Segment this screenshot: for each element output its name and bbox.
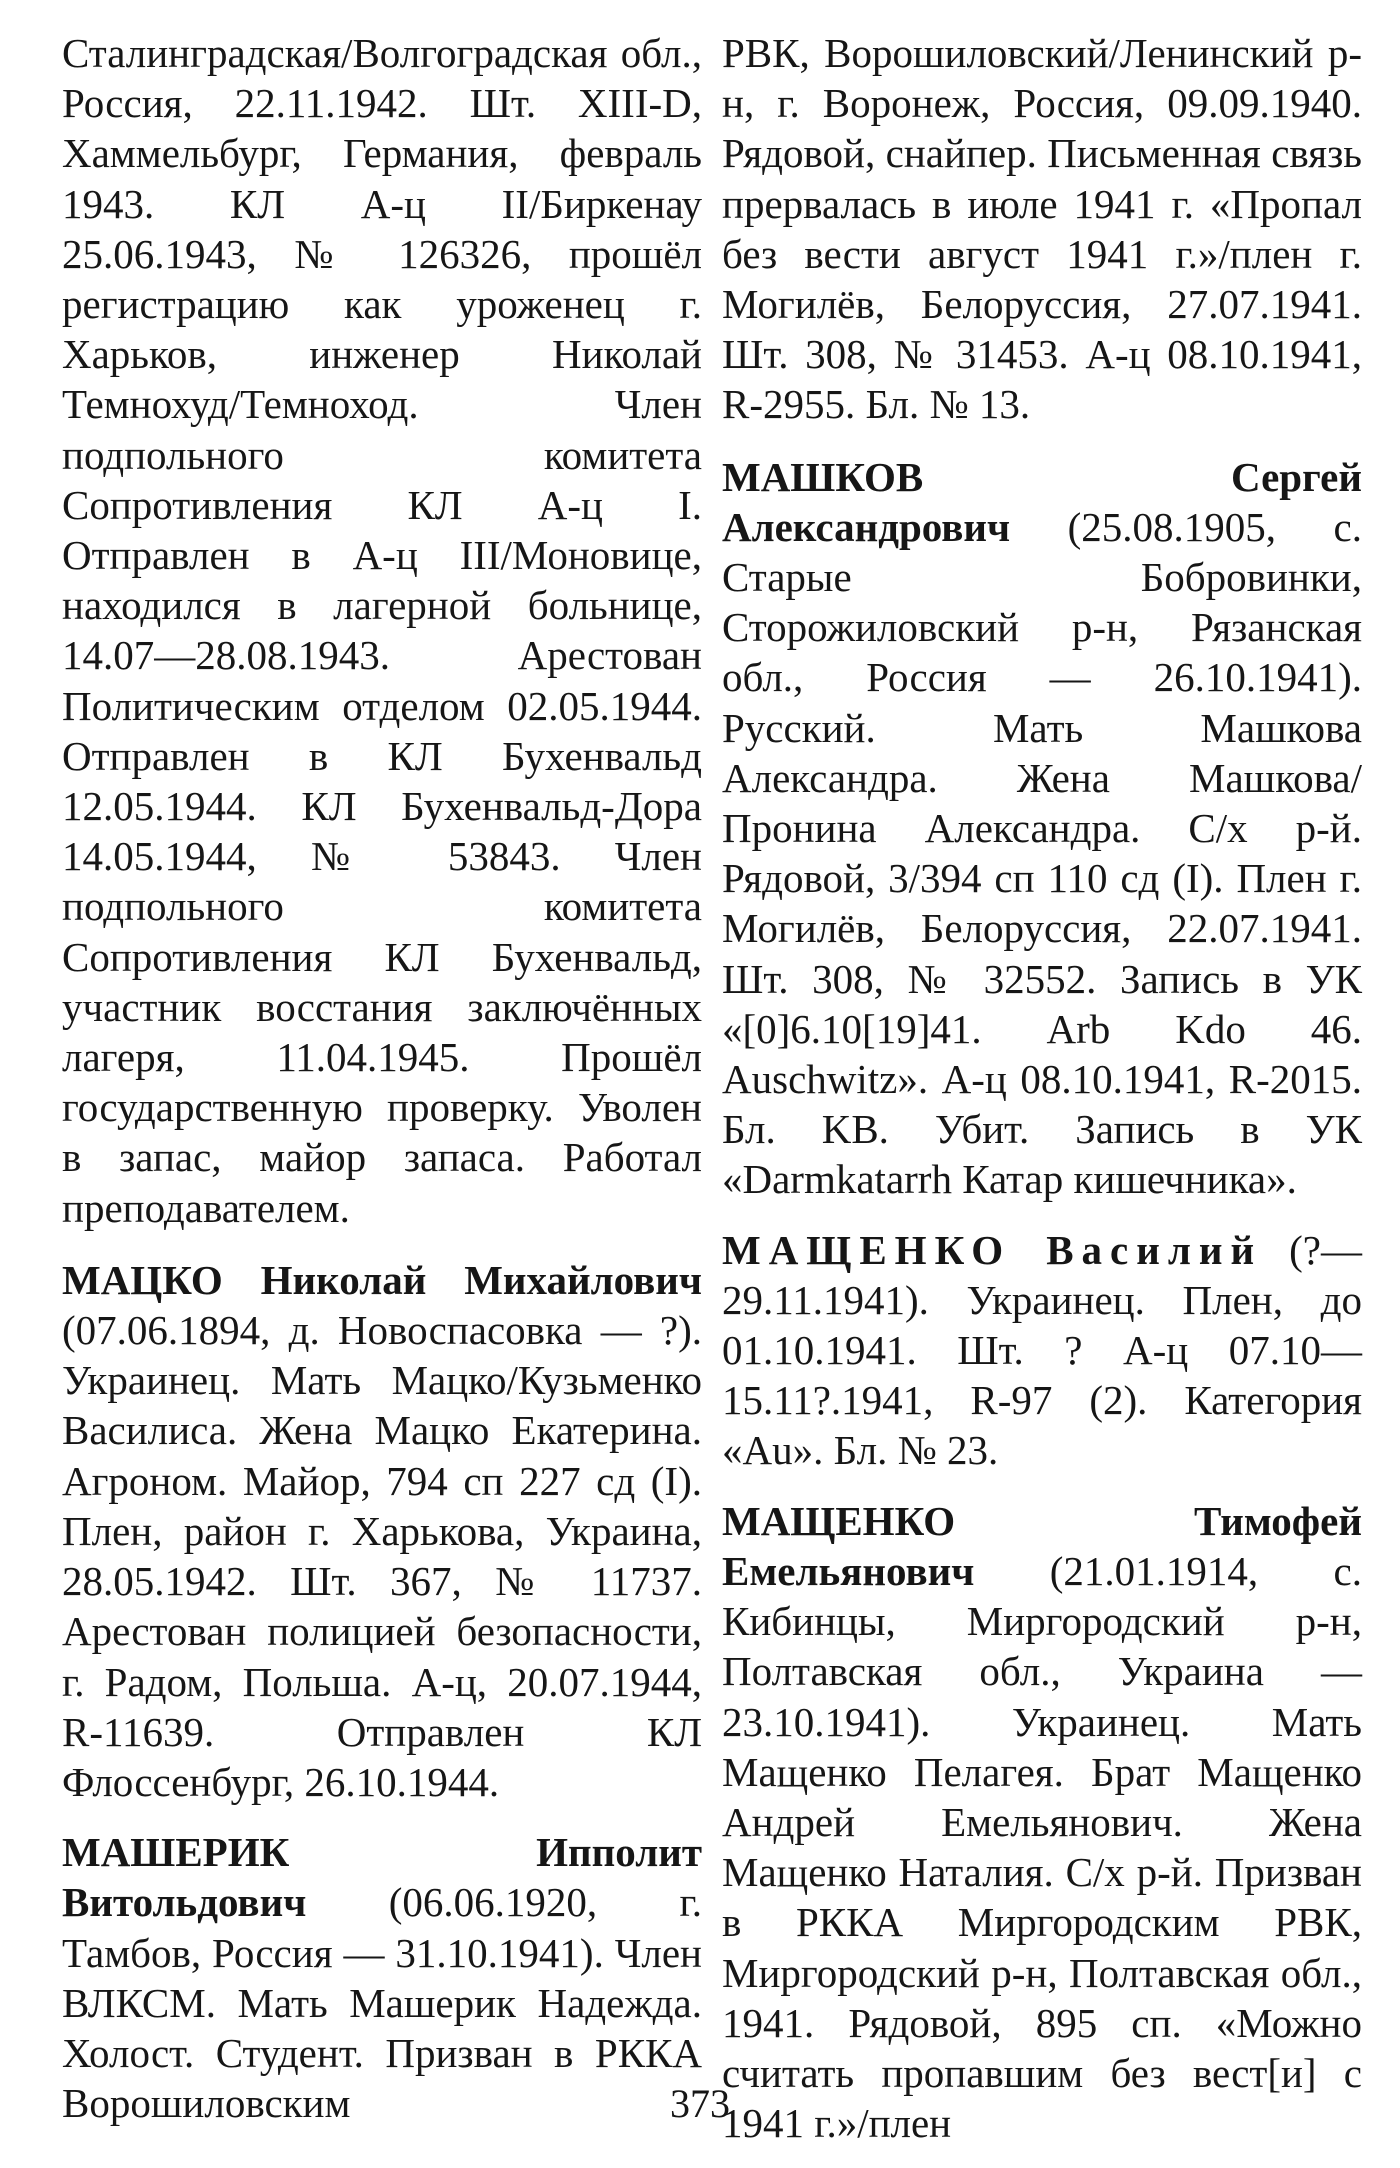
entry-name: МАШЕРИК Ипполит Витольдович [62,1829,702,1926]
entry-matsko [62,1255,702,1807]
entry-text: (?—29.11.1941). Украинец. Плен, до 01.10.1941. Шт. ? А-ц 07.10—15.11?.1941, R-97 (2). Категория «Au». Бл. № 23. [722,1226,1362,1474]
entry-name: МАЦКО Николай Михайлович [62,1256,702,1303]
entry-mashchenko-timofey [722,1496,1362,2149]
entry-continuation-right [722,28,1362,430]
entry-name: МАЩЕНКО Василий [722,1226,1263,1273]
entry-text: (07.06.1894, д. Новоспасовка — ?). Украинец. Мать Мацко/Кузьменко Василиса. Жена Мацко Екатерина. Агроном. Майор, 794 сп 227 сд (I). Плен, район г. Харькова, Украина, 28.05.1942. Шт. 367, № 11737. Арестован полицией безопасности, г. Радом, Польша. А-ц, 20.07.1944, R-11639. Отправлен КЛ Флоссенбург, 26.10.1944. [62,1307,702,1805]
entry-mashchenko-vasily [722,1225,1362,1476]
left-column [62,28,702,2148]
entry-text: (06.06.1920, г. Тамбов, Россия — 31.10.1941). Член ВЛКСМ. Мать Машерик Надежда. Холост. Студент. Призван в РККА Ворошиловским [62,1879,702,2127]
entry-name: МАШКОВ Сергей Александрович [722,453,1362,550]
entry-text: РВК, Ворошиловский/Ленинский р-н, г. Воронеж, Россия, 09.09.1940. Рядовой, снайпер. Письменная связь прервалась в июле 1941 г. «Пропал без вести август 1941 г.»/плен г. Могилёв, Белоруссия, 27.07.1941. Шт. 308, № 31453. А-ц 08.10.1941, R-2955. Бл. № 13. [722,30,1362,428]
page-number: 373 [670,2081,730,2126]
entry-name: МАЩЕНКО Тимофей Емельянович [722,1497,1362,1594]
entry-text: Сталинградская/Волгоградская обл., Россия, 22.11.1942. Шт. XIII-D, Хаммельбург, Германия, февраль 1943. КЛ А-ц II/Биркенау 25.06.1943, № 126326, прошёл регистрацию как уроженец г. Харьков, инженер Николай Темнохуд/Темноход. Член подпольного комитета Сопротивления КЛ А-ц I. Отправлен в А-ц III/Моновице, находился в лагерной больнице, 14.07—28.08.1943. Арестован Политическим отделом 02.05.1944. Отправлен в КЛ Бухенвальд 12.05.1944. КЛ Бухенвальд-Дора 14.05.1944, № 53843. Член подпольного комитета Сопротивления КЛ Бухенвальд, участник восстания заключённых лагеря, 11.04.1945. Прошёл государственную проверку. Уволен в запас, майор запаса. Работал преподавателем. [62,30,702,1231]
entry-continuation-left [62,28,702,1233]
entry-mashkov [722,452,1362,1205]
entry-text: (25.08.1905, с. Старые Бобровинки, Сторожиловский р-н, Рязанская обл., Россия — 26.10.1941). Русский. Мать Машкова Александра. Жена Машкова/Пронина Александра. С/х р-й. Рядовой, 3/394 сп 110 сд (I). Плен г. Могилёв, Белоруссия, 22.07.1941. Шт. 308, № 32552. Запись в УК «[0]6.10[19]41. Arb Kdo 46. Auschwitz». А-ц 08.10.1941, R-2015. Бл. KB. Убит. Запись в УК «Darmkatarrh Катар кишечника». [722,503,1362,1203]
entry-text: (21.01.1914, с. Кибинцы, Миргородский р-н, Полтавская обл., Украина — 23.10.1941). Украинец. Мать Мащенко Пелагея. Брат Мащенко Андрей Емельянович. Жена Мащенко Наталия. С/х р-й. Призван в РККА Миргородским РВК, Миргородский р-н, Полтавская обл., 1941. Рядовой, 895 сп. «Можно считать пропавшим без вест[и] с 1941 г.»/плен [722,1547,1362,2147]
right-column [722,28,1362,2168]
